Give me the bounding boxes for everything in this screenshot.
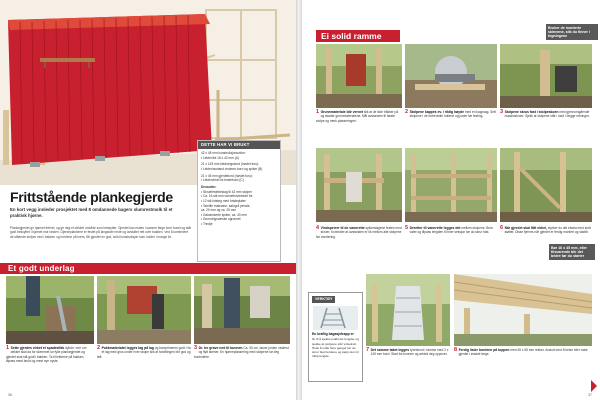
caption-number: 1 [316,109,320,115]
photo-badge-top: Bruker de monterte skinnene, slik du finner i tegningene [546,24,598,40]
checklist-line: • Grunningsvæske ugrunnet [201,217,241,222]
caption-number: 5 [405,225,409,231]
caption-step-r8 [454,348,592,357]
tip-box-verktoy [308,292,363,382]
checklist-group [201,185,277,227]
checklist-line: Dessuten: [201,184,217,189]
checklist-line: • Ca. 16 stk mm varmeforzinkede fot [201,194,253,199]
caption-title: Stolpene kappes ev. i riktig høyde [409,110,464,114]
caption-step-r1 [316,110,402,123]
photo-badge-mid: Bør 16 x 45 mm, eller tilsvarende blir det bedre før du starter [549,244,595,260]
caption-step-r7 [366,348,450,357]
caption-title: Pukkmaterialet legges lag på lag [101,346,154,350]
section-heading-text: Ei solid ramme [321,31,382,41]
checklist-line: • Galvaniserte spiker, ca. 40 mm [201,212,247,217]
caption-title: Når gjerdet skal fått virkel, [504,226,547,230]
tip-title: En kraftig bagasjetrapp er [312,331,354,336]
caption-step-r2 [405,110,497,119]
right-page [302,0,600,400]
caption-step-3 [194,346,290,359]
checklist-line: ca. 20 mm og ca. 25 mm [201,208,237,213]
photo-step-r8 [454,274,592,346]
materials-checklist [197,140,281,262]
caption-number: 3 [194,345,198,351]
caption-text: styrker du det ekstra med skrå støtter. Disse fjernes når gjerdet er ferdig montert og stabilt. [504,226,591,235]
section-heading-underlag [0,263,296,274]
checklist-line: • Skruefestebeslag til 42 mm stolper [201,189,252,194]
photo-step-1 [6,276,94,344]
page-number-left: 36 [8,393,12,397]
caption-title: Ferdig lister bordene på toppen [458,348,510,352]
section-heading-ramme [316,30,400,42]
caption-number: 6 [500,225,504,231]
photo-step-2 [97,276,191,344]
checklist-line: • Tamfile malevare, sølvgrå pensle, [201,203,251,208]
photo-step-3 [194,276,290,344]
caption-step-r5 [405,226,497,235]
caption-title: Dr. ter grave ned til bunnen [198,346,243,350]
photo-step-r1 [316,44,402,108]
checklist-group [201,162,277,171]
caption-text: med gjennomgående maskinskruer. Sjekk at stolpene står i lodd i begge retninger. [504,110,590,119]
checklist-line: • Lekter/fot 18 x 42 mm (A) [201,155,239,160]
caption-number: 2 [405,109,409,115]
caption-step-r3 [500,110,592,119]
caption-text: dybde, mer om dekket skal da for skemmet lur fylle plankegjerdet og gjerdet skal stå godt i bakken. Ta til lekterne på bakken, tilpass mest brukt og mest nye nyste. [6,346,87,363]
article-lead: En kort vegg innleder prosjektet med 8 omdannede bagers slumrestmolk til et praktisk hjørne. [10,207,173,218]
photo-step-r6 [500,148,592,222]
caption-number: 1 [6,345,10,351]
caption-title: Deretter til vannrette legges det [409,226,461,230]
article-title: Frittstående plankegjerde [10,189,173,205]
caption-number: 8 [454,347,458,353]
caption-number: 2 [97,345,101,351]
caption-text: med en kappsag. Sett stolpene i de forberedte hullene og juster før festing. [409,110,496,119]
caption-step-1 [6,346,94,363]
tip-text: fin til å sjekke loddrette lengder og sjekke at stolpene står vinkelrett. Husk å måle flere ganger før du skrur fast bordene og kapp dem til riktig lengde. [312,337,359,359]
photo-step-r4 [316,148,402,222]
caption-title: Grunnmateriale blir vernet [320,110,363,114]
photo-step-r5 [405,148,497,222]
checklist-line: • 12 stk fotsteg med fotsteplater [201,198,246,203]
caption-text: spikerslagene festes med skruer. Kontroller at avstanden er lik mellom alle stolpene før montering. [316,226,402,239]
left-page [0,0,296,400]
caption-text: og komprimeres godt. Ha et lag med grus under hver stolpe slik at fordelingen blir god og tett. [97,346,191,359]
checklist-line: • Treolje [201,222,213,227]
caption-title: Det samme taket legges [370,348,410,352]
page-number-right: 37 [588,393,592,397]
caption-text: slik at de ikke tråkker på og skader grunnmaterialene. Mål avstanden til første stolpe og merk plasseringen. [316,110,399,123]
caption-number: 3 [500,109,504,115]
ladder-icon [313,306,358,330]
checklist-line: • Lekter/avstand vindmm-bord og spiker (B) [201,167,263,172]
caption-text: Ca. 50 cm, løsne jorden nederst og flytt steiner. En hjørneplassering med stolpene lar deg kontrollere. [194,346,289,359]
caption-title: Vindsperrer til de vannrette [320,226,365,230]
caption-step-2 [97,346,191,359]
checklist-group [201,151,277,160]
caption-step-r4 [316,226,402,239]
caption-number: 7 [366,347,370,353]
article-body: Plankegjerdet gir hjørnet trefvel, og gir deg et dekket område som beskytter. Gjerdet kan males i samme farge som huset og står godt beskyttet i hjørnet mot vinden. Gjerdeplankene er festet på langsider nede og avsluttet rett over bakken. Ved å kombinere de stående stolper ned i bakken og bordene på tvers, får gjerdet en god, solid konstruksjon som holder i mange år. [10,226,192,239]
caption-title: Stolpene skrus fast i stolpeskoen [504,110,559,114]
caption-step-r6 [500,226,592,235]
photo-step-r2 [405,44,497,108]
caption-number: 4 [316,225,320,231]
checklist-line: 21 x 45 mm gjerdebord (høvlet furu): [201,173,253,178]
caption-text: med 45 x 55 mm rekker. Avslutt med å beise eller male gjerdet i ønsket farge. [458,348,588,357]
tip-heading: VERKTØY [312,296,335,303]
checklist-line: 42 x 48 mm konstruksjonsvirke: [201,151,246,156]
caption-text: mellom stolpene. Bruk vater og tilpass lengden til hver seksjon før du skrur fast. [409,226,493,235]
checklist-group [201,174,277,183]
checklist-heading: DETTE HAR VI BRUKT [198,141,280,149]
photo-step-r7 [366,274,450,346]
photo-step-r3 [500,44,592,108]
caption-title: Sette gjerdes virket et spadestikk [10,346,65,350]
next-page-arrow-icon[interactable] [591,380,597,392]
checklist-line: • Lektervirket lis bindebord (C) [201,178,244,183]
checklist-line: 21 x 145 mm kledningsbord (høvlet furu): [201,162,260,167]
caption-text: tyveskrud i ramme med 2 x 145 mm bord. Start fra bunnen og arbeid deg oppover. [370,348,449,357]
section-heading-text: Et godt underlag [8,264,75,273]
